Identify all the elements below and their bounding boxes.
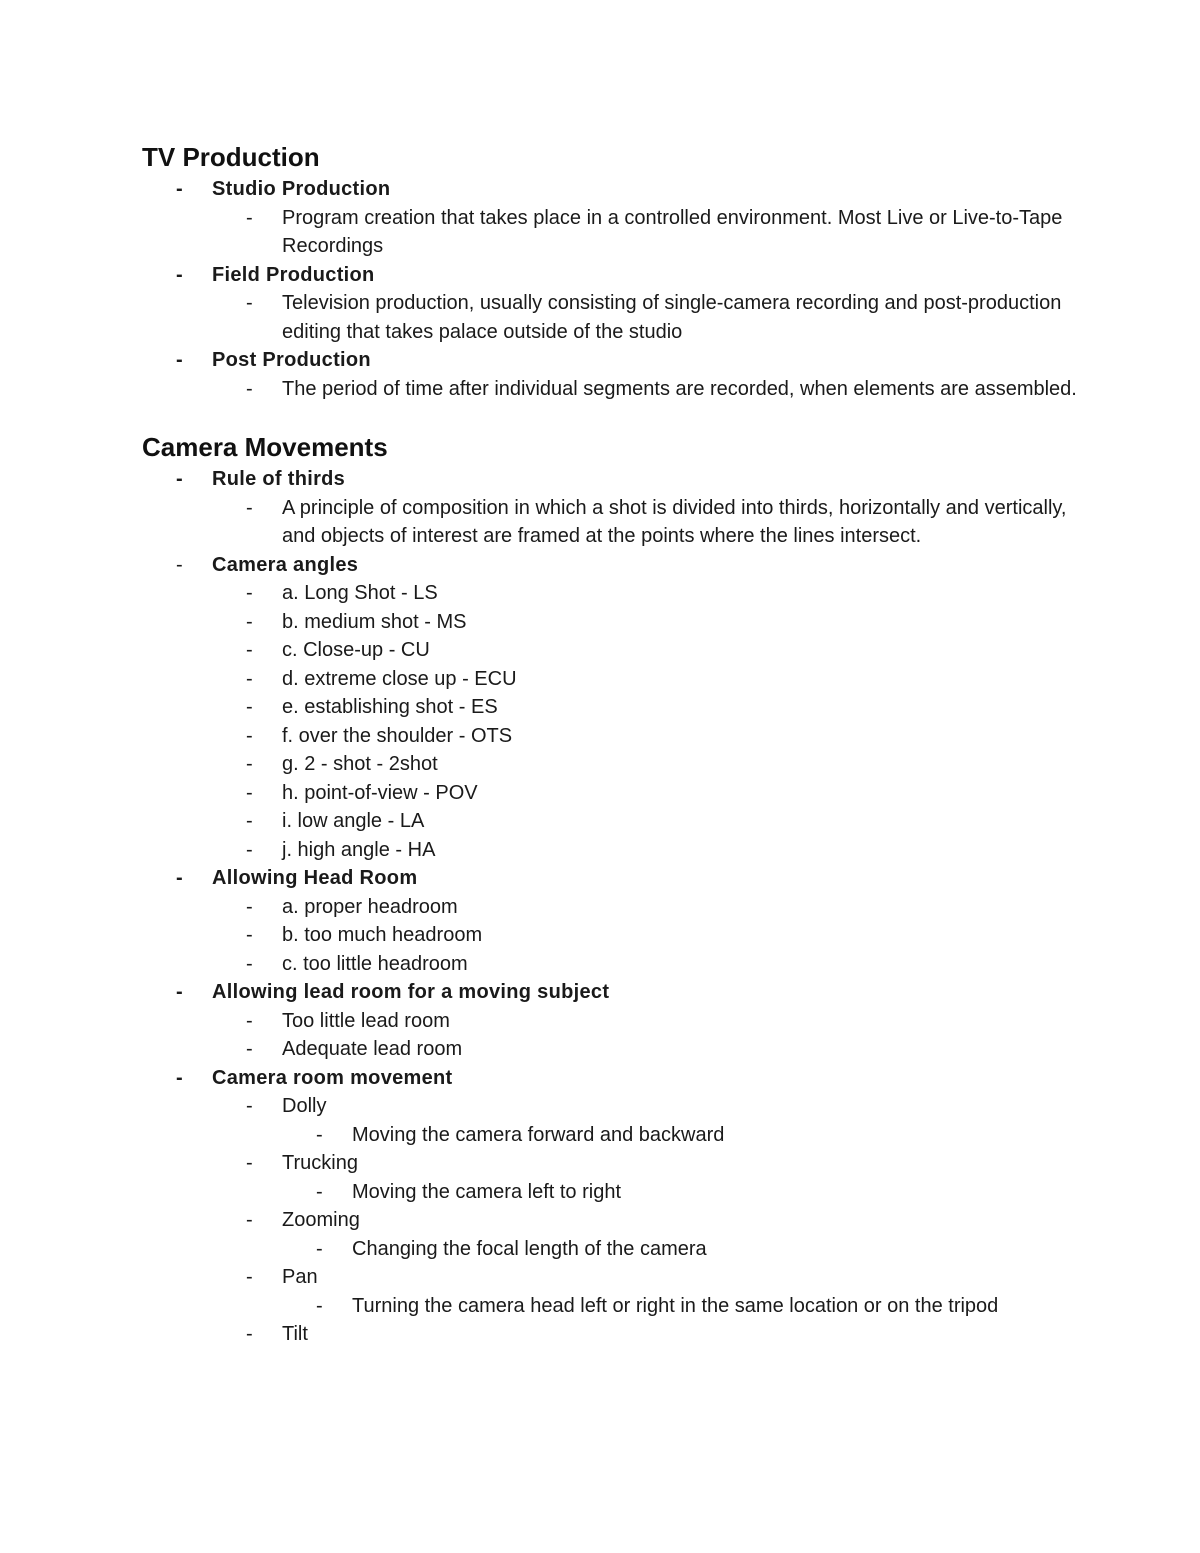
bullet-dash: - — [246, 838, 253, 861]
bullet-dash: - — [316, 1294, 323, 1317]
sub-sub-list — [282, 1292, 1080, 1321]
sub-list — [212, 494, 1080, 551]
list-item: - Adequate lead room — [282, 1035, 1080, 1064]
bullet-dash: - — [246, 667, 253, 690]
bullet-dash: - — [246, 292, 253, 314]
bullet-dash: - — [176, 178, 183, 200]
bullet-dash: - — [246, 696, 253, 718]
bullet-dash: - — [246, 1209, 253, 1231]
bullet-dash: - — [176, 553, 183, 576]
bullet-dash: - — [246, 1038, 253, 1060]
list-item: - Too little lead room — [282, 1007, 1080, 1036]
bullet-dash: - — [176, 981, 183, 1003]
camera-movements-list — [142, 465, 1080, 1349]
bullet-dash: - — [246, 924, 253, 946]
list-item: - Moving the camera forward and backward — [352, 1121, 1080, 1150]
list-item-allowing-head-room: - Allowing Head Room - a. proper headroom - b. too much headroom - c. too little headroom — [212, 864, 1080, 978]
sub-list — [212, 893, 1080, 979]
bullet-dash: - — [246, 206, 253, 229]
sub-sub-list — [282, 1178, 1080, 1207]
sub-list — [212, 579, 1080, 864]
sub-list — [212, 375, 1080, 404]
bullet-dash: - — [246, 1323, 253, 1345]
sub-sub-list — [282, 1121, 1080, 1150]
list-item: - b. medium shot - MS — [282, 608, 1080, 637]
list-item: - Moving the camera left to right — [352, 1178, 1080, 1207]
list-item-camera-angles: - Camera angles - a. Long Shot - LS - b. medium shot - MS - c. Close-up - CU - d. extreme close up - ECU - e. establishing shot - ES - f. over the shoulder - OTS - g. 2 - shot - 2shot - h. point-of-view - POV - i. low angle - LA - j. high angle - HA — [212, 551, 1080, 865]
list-item: - c. too little headroom — [282, 950, 1080, 979]
list-item-dolly: - Dolly - Moving the camera forward and backward — [282, 1092, 1080, 1149]
section-title-camera-movements: Camera Movements — [142, 432, 388, 462]
list-item: - h. point-of-view - POV — [282, 779, 1080, 808]
section-title-tv-production: TV Production — [142, 142, 320, 172]
list-item: - b. too much headroom — [282, 921, 1080, 950]
list-item: - e. establishing shot - ES — [282, 693, 1080, 722]
bullet-dash: - — [176, 867, 183, 889]
bullet-dash: - — [246, 610, 253, 633]
tv-production-list — [142, 175, 1080, 403]
bullet-dash: - — [176, 1066, 183, 1089]
bullet-dash: - — [246, 781, 253, 804]
bullet-dash: - — [246, 895, 253, 918]
bullet-dash: - — [316, 1123, 323, 1146]
list-item: - i. low angle - LA — [282, 807, 1080, 836]
list-item: - g. 2 - shot - 2shot — [282, 750, 1080, 779]
list-item: - a. Long Shot - LS — [282, 579, 1080, 608]
bullet-dash: - — [246, 582, 253, 604]
bullet-dash: - — [246, 496, 253, 519]
list-item: - A principle of composition in which a shot is divided into thirds, horizontally and vertically, and objects of interest are framed at the points where the lines intersect. — [282, 494, 1080, 551]
bullet-dash: - — [246, 639, 253, 661]
list-item-tilt: - Tilt — [282, 1320, 1080, 1349]
sub-list — [212, 204, 1080, 261]
sub-list — [212, 1007, 1080, 1064]
bullet-dash: - — [246, 724, 253, 747]
list-item-allowing-lead-room: - Allowing lead room for a moving subject - Too little lead room - Adequate lead room — [212, 978, 1080, 1064]
bullet-dash: - — [246, 1009, 253, 1032]
bullet-dash: - — [176, 349, 183, 371]
list-item: - Television production, usually consisting of single-camera recording and post-production editing that takes palace outside of the studio — [282, 289, 1080, 346]
list-item-trucking: - Trucking - Moving the camera left to right — [282, 1149, 1080, 1206]
list-item-rule-of-thirds: - Rule of thirds - A principle of composition in which a shot is divided into thirds, horizontally and vertically, and objects of interest are framed at the points where the lines intersect. — [212, 465, 1080, 551]
sub-list — [212, 289, 1080, 346]
sub-list — [212, 1092, 1080, 1349]
bullet-dash: - — [246, 952, 253, 975]
bullet-dash: - — [246, 810, 253, 832]
list-item-field-production: - Field Production - Television production, usually consisting of single-camera recording and post-production editing that takes palace outside of the studio — [212, 261, 1080, 347]
list-item-zooming: - Zooming - Changing the focal length of the camera — [282, 1206, 1080, 1263]
bullet-dash: - — [246, 1152, 253, 1174]
bullet-dash: - — [316, 1237, 323, 1260]
list-item: - j. high angle - HA — [282, 836, 1080, 865]
list-item: - a. proper headroom — [282, 893, 1080, 922]
sub-sub-list — [282, 1235, 1080, 1264]
list-item-pan: - Pan - Turning the camera head left or right in the same location or on the tripod — [282, 1263, 1080, 1320]
bullet-dash: - — [246, 1095, 253, 1117]
bullet-dash: - — [176, 468, 183, 490]
list-item-post-production: - Post Production - The period of time after individual segments are recorded, when elements are assembled. — [212, 346, 1080, 403]
list-item: - f. over the shoulder - OTS — [282, 722, 1080, 751]
bullet-dash: - — [246, 1266, 253, 1288]
bullet-dash: - — [246, 753, 253, 775]
list-item: - d. extreme close up - ECU — [282, 665, 1080, 694]
list-item: - Turning the camera head left or right in the same location or on the tripod — [352, 1292, 1080, 1321]
list-item: - Changing the focal length of the camera — [352, 1235, 1080, 1264]
list-item-camera-room-movement: - Camera room movement - Dolly - Moving the camera forward and backward - Trucking - Moving the camera left to right - Zooming - Changing the focal length of the camera - Pan - Turning the camera head left or right in the same location or on the tripod - Tilt — [212, 1064, 1080, 1349]
list-item: - The period of time after individual segments are recorded, when elements are assembled. — [282, 375, 1080, 404]
list-item: - Program creation that takes place in a controlled environment. Most Live or Live-to-Tape Recordings — [282, 204, 1080, 261]
bullet-dash: - — [176, 263, 183, 286]
bullet-dash: - — [246, 377, 253, 400]
bullet-dash: - — [316, 1180, 323, 1203]
list-item-studio-production: - Studio Production - Program creation that takes place in a controlled environment. Most Live or Live-to-Tape Recordings — [212, 175, 1080, 261]
list-item: - c. Close-up - CU — [282, 636, 1080, 665]
